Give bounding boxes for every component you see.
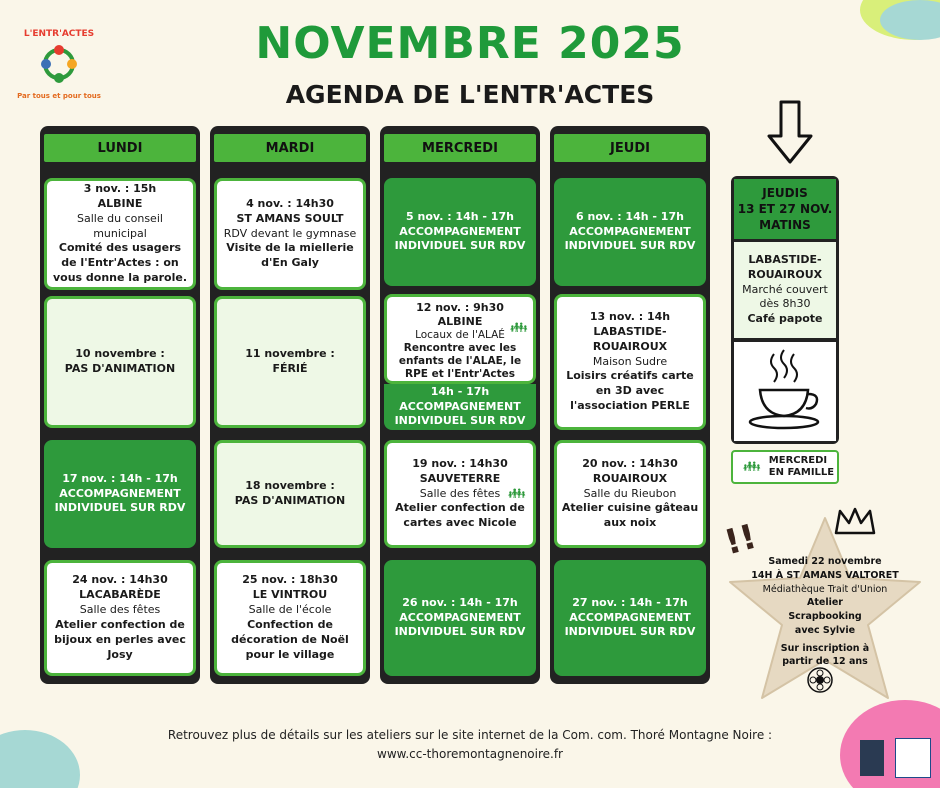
event-cell: 18 novembre : PAS D'ANIMATION [214, 440, 366, 548]
event-cell: 24 nov. : 14h30 LACABARÈDE Salle des fêtes Atelier confection de bijoux en perles avec Josy [44, 560, 196, 676]
family-icon: 👪︎ [743, 459, 761, 475]
event-cell: 27 nov. : 14h - 17h ACCOMPAGNEMENT INDIVIDUEL SUR RDV [554, 560, 706, 676]
family-icon: 👪︎ [510, 320, 528, 336]
event-cell: 25 nov. : 18h30 LE VINTROU Salle de l'école Confection de décoration de Noël pour le village [214, 560, 366, 676]
coffee-cup-icon [734, 342, 836, 441]
flower-icon [806, 666, 834, 698]
event-cell: 6 nov. : 14h - 17h ACCOMPAGNEMENT INDIVIDUEL SUR RDV [554, 178, 706, 286]
day-header-mardi: MARDI [214, 134, 366, 162]
cafe-papote-details: LABASTIDE-ROUAIROUX Marché couvert dès 8h30 Café papote [734, 242, 836, 338]
event-cell: 20 nov. : 14h30 ROUAIROUX Salle du Rieubon Atelier cuisine gâteau aux noix [554, 440, 706, 548]
column-jeudi [550, 126, 710, 684]
column-mercredi [380, 126, 540, 684]
event-cell: 17 nov. : 14h - 17h ACCOMPAGNEMENT INDIVIDUEL SUR RDV [44, 440, 196, 548]
family-icon: 👪︎ [508, 486, 526, 502]
svg-text:L'ENTR'ACTES: L'ENTR'ACTES [23, 29, 95, 39]
column-lundi [40, 126, 200, 684]
cafe-papote-box [731, 176, 839, 444]
partner-logo-caf [895, 738, 931, 778]
event-cell: 13 nov. : 14h LABASTIDE-ROUAIROUX Maison Sudre Loisirs créatifs carte en 3D avec l'association PERLE [554, 294, 706, 430]
partner-logo-thore [860, 740, 884, 776]
svg-text:Par tous et pour tous: Par tous et pour tous [17, 92, 101, 100]
exclamation-icon: !! [720, 516, 761, 564]
event-cell: 5 nov. : 14h - 17h ACCOMPAGNEMENT INDIVIDUEL SUR RDV [384, 178, 536, 286]
day-header-mercredi: MERCREDI [384, 134, 536, 162]
cafe-papote-header: JEUDIS 13 ET 27 NOV. MATINS [734, 179, 836, 239]
star-event-text: Samedi 22 novembre 14H À ST AMANS VALTORET Médiathèque Trait d'Union Atelier Scrapbooking avec Sylvie Sur inscription à partir de 12 ans [751, 556, 899, 668]
column-mardi [210, 126, 370, 684]
page-subtitle: AGENDA DE L'ENTR'ACTES [285, 80, 655, 109]
event-cell: 19 nov. : 14h30 SAUVETERRE Salle des fêtes Atelier confection de cartes avec Nicole [384, 440, 536, 548]
crown-icon [832, 505, 878, 543]
down-arrow-icon [765, 100, 815, 170]
event-cell: 12 nov. : 9h30 ALBINE Locaux de l'ALAÉ Rencontre avec les enfants de l'ALAE, le RPE et l'Entr'Actes [384, 294, 536, 384]
decor-blob-bottom-left [0, 730, 80, 788]
event-cell: 10 novembre : PAS D'ANIMATION [44, 296, 196, 428]
website-link[interactable]: www.cc-thoremontagnenoire.fr [377, 747, 563, 762]
day-header-lundi: LUNDI [44, 134, 196, 162]
event-cell: 11 novembre : FÉRIÉ [214, 296, 366, 428]
family-legend: 👪︎ MERCREDI EN FAMILLE [731, 450, 839, 484]
event-cell: 14h - 17h ACCOMPAGNEMENT INDIVIDUEL SUR RDV [384, 384, 536, 430]
event-cell: 3 nov. : 15h ALBINE Salle du conseil municipal Comité des usagers de l'Entr'Actes : on vous donne la parole. [44, 178, 196, 290]
event-cell: 4 nov. : 14h30 ST AMANS SOULT RDV devant le gymnase Visite de la miellerie d'En Galy [214, 178, 366, 290]
event-cell: 26 nov. : 14h - 17h ACCOMPAGNEMENT INDIVIDUEL SUR RDV [384, 560, 536, 676]
footer: Retrouvez plus de détails sur les ateliers sur le site internet de la Com. com. Thoré Montagne Noire : www.cc-thoremontagnenoire.fr [100, 726, 840, 764]
page-title: NOVEMBRE 2025 [255, 18, 685, 69]
day-header-jeudi: JEUDI [554, 134, 706, 162]
